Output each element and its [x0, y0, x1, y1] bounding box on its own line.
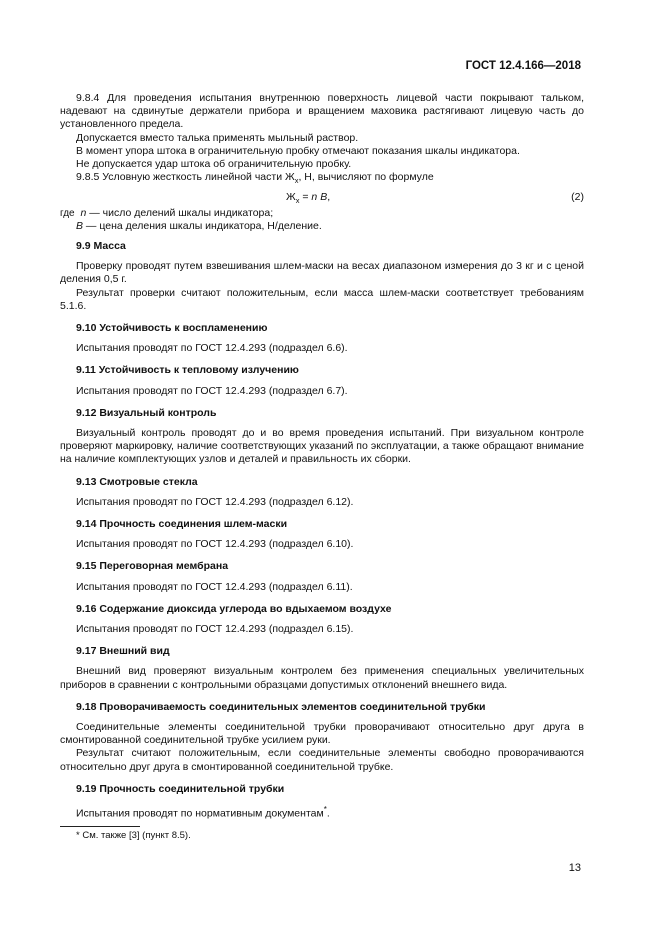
- section-9-18-p2: Результат считают положительным, если соединительные элементы свободно проворачиваются относительно друг друга в смонтированной соединительной трубке.: [60, 747, 584, 773]
- where-n: где n — число делений шкалы индикатора;: [60, 206, 274, 219]
- section-9-17-p1: Внешний вид проверяют визуальным контролем без применения специальных увеличительных приборов в сравнении с контрольными образцами допустимых отклонений внешнего вида.: [60, 665, 584, 691]
- section-9-18-p1: Соединительные элементы соединительной трубки проворачивают относительно друг друга в смонтированной соединительной трубке усилием руки.: [60, 721, 584, 747]
- section-9-14-p1: Испытания проводят по ГОСТ 12.4.293 (подраздел 6.10).: [76, 538, 354, 551]
- page-number: 13: [568, 862, 581, 874]
- section-9-17-title: 9.17 Внешний вид: [76, 645, 170, 658]
- formula-number: (2): [571, 190, 584, 203]
- section-9-10-p1: Испытания проводят по ГОСТ 12.4.293 (подраздел 6.6).: [76, 342, 348, 355]
- section-9-12-p1: Визуальный контроль проводят до и во время проведения испытаний. При визуальном контроле проверяют маркировку, наличие соответствующих указаний по эксплуатации, а также обращают внимание на наличие комплектующих узлов и деталей и правильность их сборки.: [60, 426, 584, 466]
- paragraph-9-8-5: 9.8.5 Условную жесткость линейной части $Ж_х$, Н, вычисляют по формуле: [76, 171, 434, 186]
- section-9-15-p1: Испытания проводят по ГОСТ 12.4.293 (подраздел 6.11).: [76, 580, 353, 593]
- standard-header: ГОСТ 12.4.166—2018: [465, 60, 581, 72]
- section-9-19-p1: Испытания проводят по нормативным документам*.: [76, 805, 330, 820]
- footnote: * См. также [3] (пункт 8.5).: [76, 830, 191, 841]
- section-9-13-p1: Испытания проводят по ГОСТ 12.4.293 (подраздел 6.12).: [76, 495, 354, 508]
- section-9-10-title: 9.10 Устойчивость к воспламенению: [76, 321, 268, 334]
- formula-2: [60, 188, 584, 207]
- section-9-19-title: 9.19 Прочность соединительной трубки: [76, 782, 285, 795]
- section-9-11-title: 9.11 Устойчивость к тепловому излучению: [76, 364, 299, 377]
- section-9-14-title: 9.14 Прочность соединения шлем-маски: [76, 517, 288, 530]
- section-9-13-title: 9.13 Смотровые стекла: [76, 475, 198, 488]
- paragraph-talc-alternative: Допускается вместо талька применять мыльный раствор.: [76, 131, 359, 144]
- paragraph-no-impact: Не допускается удар штока об ограничительную пробку.: [76, 158, 352, 171]
- section-9-15-title: 9.15 Переговорная мембрана: [76, 560, 229, 573]
- footnote-divider: [60, 826, 140, 827]
- section-9-9-p2: Результат проверки считают положительным, если масса шлем-маски соответствует требованиям 5.1.6.: [60, 286, 584, 312]
- section-9-11-p1: Испытания проводят по ГОСТ 12.4.293 (подраздел 6.7).: [76, 384, 348, 397]
- footnote-mark: *: [323, 805, 327, 815]
- formula-expression: $Ж_х = n$ B,: [286, 190, 331, 205]
- body-text: [60, 92, 584, 821]
- section-9-18-title: 9.18 Проворачиваемость соединительных элементов соединительной трубки: [76, 700, 486, 713]
- section-9-12-title: 9.12 Визуальный контроль: [76, 406, 217, 419]
- section-9-16-title: 9.16 Содержание диоксида углерода во вдыхаемом воздухе: [76, 602, 392, 615]
- where-b: B — цена деления шкалы индикатора, Н/деление.: [76, 219, 322, 232]
- section-9-9-title: 9.9 Масса: [76, 239, 126, 252]
- section-9-9-p1: Проверку проводят путем взвешивания шлем-маски на весах диапазоном измерения до 3 кг и с ценой деления 0,5 г.: [60, 260, 584, 286]
- paragraph-9-8-4: 9.8.4 Для проведения испытания внутреннюю поверхность лицевой части покрывают тальком, надевают на сдвинутые держатели прибора и вращением маховика растягивают лицевую часть до установленного предела.: [60, 92, 584, 131]
- paragraph-stop-reading: В момент упора штока в ограничительную пробку отмечают показания шкалы индикатора.: [76, 144, 520, 157]
- section-9-16-p1: Испытания проводят по ГОСТ 12.4.293 (подраздел 6.15).: [76, 622, 354, 635]
